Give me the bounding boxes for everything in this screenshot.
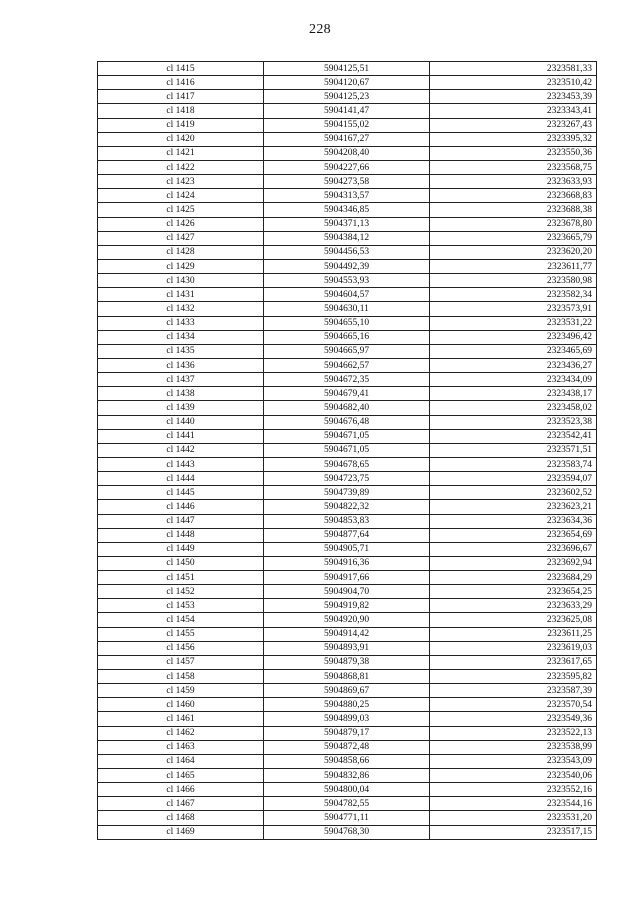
point-id-cell: cl 1420 bbox=[98, 132, 264, 146]
table-row bbox=[98, 245, 597, 259]
x-coordinate-cell: 5904456,53 bbox=[264, 245, 430, 259]
y-coordinate-cell: 2323531,22 bbox=[430, 316, 597, 330]
x-coordinate-cell: 5904346,85 bbox=[264, 203, 430, 217]
y-coordinate-cell: 2323570,54 bbox=[430, 698, 597, 712]
table-row bbox=[98, 542, 597, 556]
x-coordinate-cell: 5904879,38 bbox=[264, 655, 430, 669]
y-coordinate-cell: 2323692,94 bbox=[430, 556, 597, 570]
y-coordinate-cell: 2323523,38 bbox=[430, 415, 597, 429]
y-coordinate-cell: 2323549,36 bbox=[430, 712, 597, 726]
table-row bbox=[98, 486, 597, 500]
point-id-cell: cl 1421 bbox=[98, 146, 264, 160]
x-coordinate-cell: 5904125,51 bbox=[264, 62, 430, 76]
x-coordinate-cell: 5904782,55 bbox=[264, 797, 430, 811]
point-id-cell: cl 1468 bbox=[98, 811, 264, 825]
x-coordinate-cell: 5904916,36 bbox=[264, 556, 430, 570]
x-coordinate-cell: 5904905,71 bbox=[264, 542, 430, 556]
table-row bbox=[98, 514, 597, 528]
x-coordinate-cell: 5904665,97 bbox=[264, 344, 430, 358]
x-coordinate-cell: 5904920,90 bbox=[264, 613, 430, 627]
x-coordinate-cell: 5904671,05 bbox=[264, 443, 430, 457]
y-coordinate-cell: 2323602,52 bbox=[430, 486, 597, 500]
table-row bbox=[98, 797, 597, 811]
x-coordinate-cell: 5904858,66 bbox=[264, 754, 430, 768]
x-coordinate-cell: 5904868,81 bbox=[264, 670, 430, 684]
point-id-cell: cl 1432 bbox=[98, 302, 264, 316]
y-coordinate-cell: 2323619,03 bbox=[430, 641, 597, 655]
point-id-cell: cl 1466 bbox=[98, 783, 264, 797]
y-coordinate-cell: 2323594,07 bbox=[430, 472, 597, 486]
point-id-cell: cl 1454 bbox=[98, 613, 264, 627]
point-id-cell: cl 1456 bbox=[98, 641, 264, 655]
point-id-cell: cl 1433 bbox=[98, 316, 264, 330]
y-coordinate-cell: 2323458,02 bbox=[430, 401, 597, 415]
point-id-cell: cl 1448 bbox=[98, 528, 264, 542]
x-coordinate-cell: 5904832,86 bbox=[264, 769, 430, 783]
y-coordinate-cell: 2323696,67 bbox=[430, 542, 597, 556]
page-number: 228 bbox=[309, 22, 331, 37]
y-coordinate-cell: 2323496,42 bbox=[430, 330, 597, 344]
y-coordinate-cell: 2323583,74 bbox=[430, 457, 597, 471]
y-coordinate-cell: 2323587,39 bbox=[430, 684, 597, 698]
table-row bbox=[98, 769, 597, 783]
y-coordinate-cell: 2323688,38 bbox=[430, 203, 597, 217]
point-id-cell: cl 1461 bbox=[98, 712, 264, 726]
y-coordinate-cell: 2323654,25 bbox=[430, 585, 597, 599]
y-coordinate-cell: 2323438,17 bbox=[430, 387, 597, 401]
point-id-cell: cl 1439 bbox=[98, 401, 264, 415]
table-row bbox=[98, 571, 597, 585]
x-coordinate-cell: 5904853,83 bbox=[264, 514, 430, 528]
x-coordinate-cell: 5904384,12 bbox=[264, 231, 430, 245]
x-coordinate-cell: 5904723,75 bbox=[264, 472, 430, 486]
x-coordinate-cell: 5904208,40 bbox=[264, 146, 430, 160]
y-coordinate-cell: 2323633,29 bbox=[430, 599, 597, 613]
point-id-cell: cl 1418 bbox=[98, 104, 264, 118]
table-row bbox=[98, 740, 597, 754]
x-coordinate-cell: 5904869,67 bbox=[264, 684, 430, 698]
y-coordinate-cell: 2323550,36 bbox=[430, 146, 597, 160]
y-coordinate-cell: 2323611,25 bbox=[430, 627, 597, 641]
y-coordinate-cell: 2323543,09 bbox=[430, 754, 597, 768]
y-coordinate-cell: 2323434,09 bbox=[430, 373, 597, 387]
table-row bbox=[98, 811, 597, 825]
table-row bbox=[98, 599, 597, 613]
table-row bbox=[98, 76, 597, 90]
y-coordinate-cell: 2323611,77 bbox=[430, 259, 597, 273]
point-id-cell: cl 1464 bbox=[98, 754, 264, 768]
table-row bbox=[98, 189, 597, 203]
point-id-cell: cl 1462 bbox=[98, 726, 264, 740]
table-row bbox=[98, 62, 597, 76]
point-id-cell: cl 1436 bbox=[98, 358, 264, 372]
y-coordinate-cell: 2323634,36 bbox=[430, 514, 597, 528]
point-id-cell: cl 1452 bbox=[98, 585, 264, 599]
y-coordinate-cell: 2323620,20 bbox=[430, 245, 597, 259]
x-coordinate-cell: 5904899,03 bbox=[264, 712, 430, 726]
y-coordinate-cell: 2323552,16 bbox=[430, 783, 597, 797]
point-id-cell: cl 1441 bbox=[98, 429, 264, 443]
y-coordinate-cell: 2323617,65 bbox=[430, 655, 597, 669]
table-row bbox=[98, 373, 597, 387]
point-id-cell: cl 1431 bbox=[98, 288, 264, 302]
x-coordinate-cell: 5904919,82 bbox=[264, 599, 430, 613]
point-id-cell: cl 1423 bbox=[98, 175, 264, 189]
point-id-cell: cl 1446 bbox=[98, 500, 264, 514]
x-coordinate-cell: 5904800,04 bbox=[264, 783, 430, 797]
x-coordinate-cell: 5904914,42 bbox=[264, 627, 430, 641]
point-id-cell: cl 1428 bbox=[98, 245, 264, 259]
y-coordinate-cell: 2323540,06 bbox=[430, 769, 597, 783]
point-id-cell: cl 1437 bbox=[98, 373, 264, 387]
table-row bbox=[98, 627, 597, 641]
y-coordinate-cell: 2323668,83 bbox=[430, 189, 597, 203]
table-row bbox=[98, 288, 597, 302]
x-coordinate-cell: 5904227,66 bbox=[264, 160, 430, 174]
table-row bbox=[98, 132, 597, 146]
y-coordinate-cell: 2323453,39 bbox=[430, 90, 597, 104]
point-id-cell: cl 1430 bbox=[98, 274, 264, 288]
y-coordinate-cell: 2323522,13 bbox=[430, 726, 597, 740]
x-coordinate-cell: 5904739,89 bbox=[264, 486, 430, 500]
coordinates-table bbox=[97, 61, 597, 840]
x-coordinate-cell: 5904120,67 bbox=[264, 76, 430, 90]
point-id-cell: cl 1440 bbox=[98, 415, 264, 429]
x-coordinate-cell: 5904768,30 bbox=[264, 825, 430, 839]
y-coordinate-cell: 2323633,93 bbox=[430, 175, 597, 189]
table-row bbox=[98, 90, 597, 104]
point-id-cell: cl 1469 bbox=[98, 825, 264, 839]
table-row bbox=[98, 641, 597, 655]
table-row bbox=[98, 613, 597, 627]
point-id-cell: cl 1416 bbox=[98, 76, 264, 90]
x-coordinate-cell: 5904125,23 bbox=[264, 90, 430, 104]
x-coordinate-cell: 5904672,35 bbox=[264, 373, 430, 387]
x-coordinate-cell: 5904822,32 bbox=[264, 500, 430, 514]
y-coordinate-cell: 2323573,91 bbox=[430, 302, 597, 316]
x-coordinate-cell: 5904665,16 bbox=[264, 330, 430, 344]
point-id-cell: cl 1463 bbox=[98, 740, 264, 754]
table-row bbox=[98, 585, 597, 599]
x-coordinate-cell: 5904662,57 bbox=[264, 358, 430, 372]
x-coordinate-cell: 5904678,65 bbox=[264, 457, 430, 471]
table-row bbox=[98, 443, 597, 457]
point-id-cell: cl 1434 bbox=[98, 330, 264, 344]
x-coordinate-cell: 5904877,64 bbox=[264, 528, 430, 542]
y-coordinate-cell: 2323510,42 bbox=[430, 76, 597, 90]
point-id-cell: cl 1415 bbox=[98, 62, 264, 76]
table-row bbox=[98, 415, 597, 429]
x-coordinate-cell: 5904917,66 bbox=[264, 571, 430, 585]
x-coordinate-cell: 5904371,13 bbox=[264, 217, 430, 231]
point-id-cell: cl 1458 bbox=[98, 670, 264, 684]
x-coordinate-cell: 5904671,05 bbox=[264, 429, 430, 443]
point-id-cell: cl 1445 bbox=[98, 486, 264, 500]
x-coordinate-cell: 5904771,11 bbox=[264, 811, 430, 825]
table-row bbox=[98, 274, 597, 288]
table-row bbox=[98, 104, 597, 118]
x-coordinate-cell: 5904679,41 bbox=[264, 387, 430, 401]
y-coordinate-cell: 2323684,29 bbox=[430, 571, 597, 585]
table-row bbox=[98, 344, 597, 358]
x-coordinate-cell: 5904604,57 bbox=[264, 288, 430, 302]
x-coordinate-cell: 5904880,25 bbox=[264, 698, 430, 712]
table-row bbox=[98, 330, 597, 344]
table-row bbox=[98, 231, 597, 245]
table-row bbox=[98, 556, 597, 570]
table-row bbox=[98, 401, 597, 415]
y-coordinate-cell: 2323581,33 bbox=[430, 62, 597, 76]
table-row bbox=[98, 655, 597, 669]
y-coordinate-cell: 2323623,21 bbox=[430, 500, 597, 514]
point-id-cell: cl 1419 bbox=[98, 118, 264, 132]
table-row bbox=[98, 429, 597, 443]
table-row bbox=[98, 175, 597, 189]
x-coordinate-cell: 5904682,40 bbox=[264, 401, 430, 415]
table-row bbox=[98, 160, 597, 174]
x-coordinate-cell: 5904492,39 bbox=[264, 259, 430, 273]
point-id-cell: cl 1453 bbox=[98, 599, 264, 613]
point-id-cell: cl 1429 bbox=[98, 259, 264, 273]
point-id-cell: cl 1438 bbox=[98, 387, 264, 401]
table-row bbox=[98, 316, 597, 330]
point-id-cell: cl 1447 bbox=[98, 514, 264, 528]
y-coordinate-cell: 2323517,15 bbox=[430, 825, 597, 839]
point-id-cell: cl 1417 bbox=[98, 90, 264, 104]
point-id-cell: cl 1426 bbox=[98, 217, 264, 231]
x-coordinate-cell: 5904141,47 bbox=[264, 104, 430, 118]
point-id-cell: cl 1459 bbox=[98, 684, 264, 698]
table-row bbox=[98, 217, 597, 231]
table-row bbox=[98, 472, 597, 486]
x-coordinate-cell: 5904893,91 bbox=[264, 641, 430, 655]
x-coordinate-cell: 5904676,48 bbox=[264, 415, 430, 429]
y-coordinate-cell: 2323267,43 bbox=[430, 118, 597, 132]
x-coordinate-cell: 5904879,17 bbox=[264, 726, 430, 740]
x-coordinate-cell: 5904904,70 bbox=[264, 585, 430, 599]
point-id-cell: cl 1465 bbox=[98, 769, 264, 783]
y-coordinate-cell: 2323678,80 bbox=[430, 217, 597, 231]
x-coordinate-cell: 5904630,11 bbox=[264, 302, 430, 316]
x-coordinate-cell: 5904872,48 bbox=[264, 740, 430, 754]
table-row bbox=[98, 754, 597, 768]
point-id-cell: cl 1451 bbox=[98, 571, 264, 585]
y-coordinate-cell: 2323595,82 bbox=[430, 670, 597, 684]
x-coordinate-cell: 5904313,57 bbox=[264, 189, 430, 203]
y-coordinate-cell: 2323580,98 bbox=[430, 274, 597, 288]
point-id-cell: cl 1425 bbox=[98, 203, 264, 217]
point-id-cell: cl 1457 bbox=[98, 655, 264, 669]
point-id-cell: cl 1424 bbox=[98, 189, 264, 203]
table-row bbox=[98, 259, 597, 273]
table-row bbox=[98, 698, 597, 712]
point-id-cell: cl 1449 bbox=[98, 542, 264, 556]
point-id-cell: cl 1460 bbox=[98, 698, 264, 712]
table-row bbox=[98, 670, 597, 684]
table-row bbox=[98, 302, 597, 316]
y-coordinate-cell: 2323582,34 bbox=[430, 288, 597, 302]
point-id-cell: cl 1444 bbox=[98, 472, 264, 486]
point-id-cell: cl 1455 bbox=[98, 627, 264, 641]
coordinates-table-body bbox=[98, 62, 597, 840]
table-row bbox=[98, 387, 597, 401]
table-row bbox=[98, 146, 597, 160]
table-row bbox=[98, 528, 597, 542]
y-coordinate-cell: 2323625,08 bbox=[430, 613, 597, 627]
table-row bbox=[98, 203, 597, 217]
y-coordinate-cell: 2323343,41 bbox=[430, 104, 597, 118]
table-row bbox=[98, 783, 597, 797]
x-coordinate-cell: 5904655,10 bbox=[264, 316, 430, 330]
y-coordinate-cell: 2323395,32 bbox=[430, 132, 597, 146]
x-coordinate-cell: 5904155,02 bbox=[264, 118, 430, 132]
y-coordinate-cell: 2323538,99 bbox=[430, 740, 597, 754]
table-row bbox=[98, 457, 597, 471]
table-row bbox=[98, 726, 597, 740]
y-coordinate-cell: 2323571,51 bbox=[430, 443, 597, 457]
x-coordinate-cell: 5904273,58 bbox=[264, 175, 430, 189]
table-row bbox=[98, 712, 597, 726]
y-coordinate-cell: 2323665,79 bbox=[430, 231, 597, 245]
point-id-cell: cl 1443 bbox=[98, 457, 264, 471]
table-row bbox=[98, 118, 597, 132]
x-coordinate-cell: 5904553,93 bbox=[264, 274, 430, 288]
y-coordinate-cell: 2323542,41 bbox=[430, 429, 597, 443]
point-id-cell: cl 1422 bbox=[98, 160, 264, 174]
point-id-cell: cl 1467 bbox=[98, 797, 264, 811]
point-id-cell: cl 1427 bbox=[98, 231, 264, 245]
table-row bbox=[98, 684, 597, 698]
table-row bbox=[98, 500, 597, 514]
y-coordinate-cell: 2323531,20 bbox=[430, 811, 597, 825]
table-row bbox=[98, 825, 597, 839]
table-row bbox=[98, 358, 597, 372]
point-id-cell: cl 1442 bbox=[98, 443, 264, 457]
x-coordinate-cell: 5904167,27 bbox=[264, 132, 430, 146]
point-id-cell: cl 1435 bbox=[98, 344, 264, 358]
y-coordinate-cell: 2323436,27 bbox=[430, 358, 597, 372]
y-coordinate-cell: 2323654,69 bbox=[430, 528, 597, 542]
y-coordinate-cell: 2323568,75 bbox=[430, 160, 597, 174]
y-coordinate-cell: 2323544,16 bbox=[430, 797, 597, 811]
point-id-cell: cl 1450 bbox=[98, 556, 264, 570]
y-coordinate-cell: 2323465,69 bbox=[430, 344, 597, 358]
